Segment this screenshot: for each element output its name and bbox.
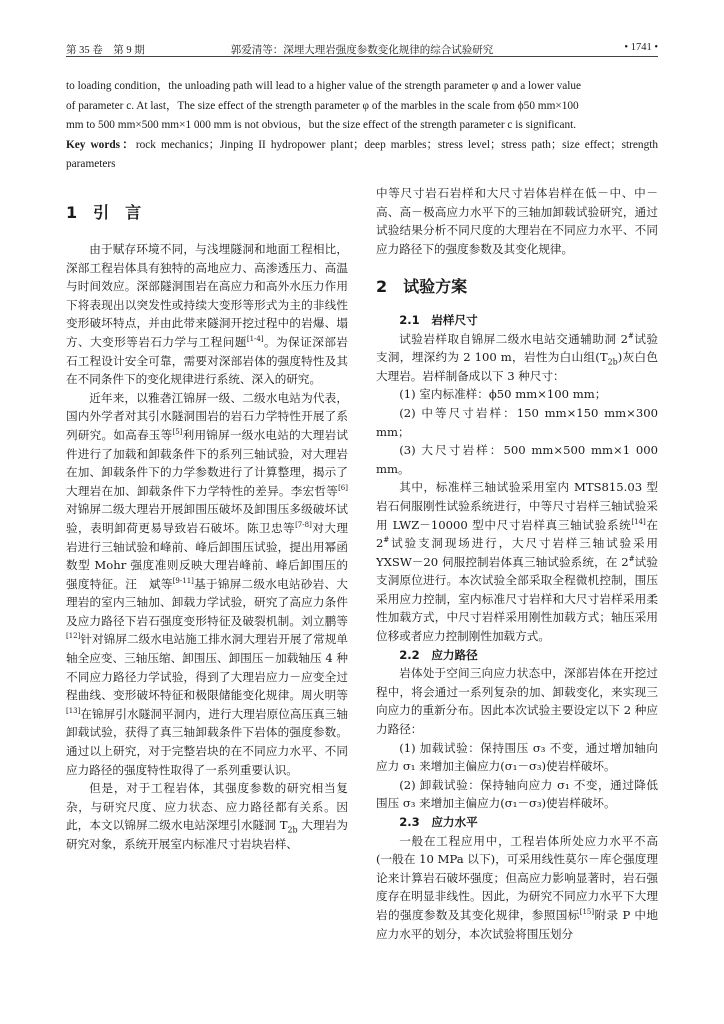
subsection-2-3-heading: 2.3 应力水平 [399, 815, 478, 829]
subsection-2-2-heading: 2.2 应力路径 [399, 647, 478, 662]
section-2-heading: 2 试验方案 [376, 277, 468, 297]
list-item: (2) 中等尺寸岩样：150 mm×150 mm×300 mm； [376, 405, 658, 439]
citation: [13] [66, 706, 81, 715]
paragraph: 岩体处于空间三向应力状态中，深部岩体在开挖过程中，将会通过一系列复杂的加、卸载变化，来实现三向应力的重新分布。因此本次试验主要设定以下 2 种应力路径： [376, 666, 658, 737]
paragraph: 一般在工程应用中，工程岩体所处应力水平不高(一般在 10 MPa 以下)，可采用线性莫尔－库仑强度理论来计算岩石破坏强度；但高应力影响显著时，岩石强度存在明显非线性。因此，为研究不同应力水平下大理岩的强度参数及其变化规律，参照国标[15]附录 P 中地应力水平的划分，本次试验将围压划分 [376, 833, 658, 941]
citation: [9-11] [172, 576, 194, 585]
section-1-heading: 1 引 言 [66, 203, 142, 222]
running-title: 郭爱清等：深埋大理岩强度参数变化规律的综合试验研究 [230, 45, 494, 56]
citation: [5] [172, 428, 183, 437]
paragraph: 近年来，以雅砻江锦屏一级、二级水电站为代表，国内外学者对其引水隧洞围岩的岩石力学特性开展了系列研究。如高春玉等[5]利用锦屏一级水电站的大理岩试件进行了加载和卸载条件下的系列三轴试验，对大理岩在加、卸载条件下的力学参数进行了计算整理，揭示了大理岩在加、卸载条件下力学特性的差异。李宏哲等[6]对锦屏二级大理岩开展卸围压破坏及卸围压多级破坏试验，表明卸荷更易导致岩石破坏。陈卫忠等[7-8]对大理岩进行三轴试验和峰前、峰后卸围压试验，提出用幂函数型 Mohr 强度准则反映大理岩峰前、峰后卸围压的强度特征。汪 斌等[9-11]基于锦屏二级水电站砂岩、大理岩的室内三轴加、卸载力学试验，研究了高应力条件及应力路径下岩石强度变形特征及破裂机制。刘立鹏等[12]针对锦屏二级水电站施工排水洞大理岩开展了常规单轴全应变、三轴压缩、卸围压、卸围压－加载轴压 4 种不同应力路径力学试验，得到了大理岩应力－应变全过程曲线、变形破坏特征和极限储能变化规律。周火明等[13]在锦屏引水隧洞平洞内，进行大理岩原位高压真三轴卸载试验，获得了真三轴卸载条件下岩体的强度参数。通过以上研究，对于完整岩块的在不同应力水平、不同应力路径的强度特性取得了一系列重要认识。 [66, 390, 348, 777]
citation: [12] [66, 632, 81, 641]
paragraph: 由于赋存环境不同，与浅埋隧洞和地面工程相比，深部工程岩体具有独特的高地应力、高渗透压力、高温与时间效应。深部隧洞围岩在高应力和高外水压力作用下将表现出以突发性或持续大变形等形式为主的非线性变形破坏特点，并由此带来隧洞开挖过程中的岩爆、塌方、大变形等岩石力学与工程问题[1-4]。为保证深部岩石工程设计安全可靠，需要对深部岩体的强度特性及其在不同条件下的变化规律进行系统、深入的研究。 [66, 242, 348, 387]
abstract-block [66, 77, 658, 175]
paragraph: 其中，标准样三轴试验采用室内 MTS815.03 型岩石伺服刚性试验系统进行，中等尺寸岩样三轴试验采用 LWZ－10000 型中尺寸岩样真三轴试验系统[14]在 2#试验支洞现场进行，大尺寸岩样三轴试验采用 YXSW－20 伺服控制岩体真三轴试验系统，在 2#试验支洞原位进行。本次试验全部采取全程微机控制，围压采用应力控制，室内标准尺寸岩样和大尺寸岩样采用柔性加载方式，中尺寸岩样采用刚性加载方式；轴压采用位移或者应力控制刚性加载方式。 [376, 480, 658, 644]
keywords [66, 136, 658, 175]
journal-volume: 第 35 卷 第 9 期 [66, 45, 145, 56]
left-column [66, 203, 348, 854]
right-column [376, 184, 658, 943]
citation: [7-8] [295, 521, 312, 530]
page-number: • 1741 • [624, 42, 658, 53]
abstract-line: to loading condition，the unloading path will lead to a higher value of the strength parameter φ and a lower value [66, 80, 582, 92]
subsection-2-1-heading: 2.1 岩样尺寸 [399, 312, 478, 327]
paragraph: 但是，对于工程岩体，其强度参数的研究相当复杂，与研究尺度、应力状态、应力路径都有关系。因此，本文以锦屏二级水电站深埋引水隧洞 $T_{2b}$ 大理岩为研究对象，系统开展室内标准尺寸岩块岩样、 [66, 781, 348, 851]
abstract-line: mm to 500 mm×500 mm×1 000 mm is not obvious，but the size effect of the strength parameter c is significant. [66, 119, 577, 131]
citation: [1-4] [246, 335, 264, 344]
list-item: (2) 卸载试验：保持轴向应力 σ₁ 不变，通过降低围压 σ₃ 来增加主偏应力(σ₁－σ₃)使岩样破坏。 [376, 777, 658, 811]
abstract-line: of parameter c. At last，The size effect of the strength parameter φ of the marbles in the scale from ϕ50 mm×100 [66, 99, 579, 112]
paragraph: 试验岩样取自锦屏二级水电站交通辅助洞 2#试验支洞，埋深约为 2 100 m，岩性为白山组$(T_{2b})$灰白色大理岩。岩样制备成以下 3 种尺寸： [376, 331, 658, 383]
keywords-text: rock mechanics；Jinping II hydropower plant；deep marbles；stress level；stress path；size effect；strength parameters [66, 138, 659, 170]
list-item: (1) 室内标准样：ϕ50 mm×100 mm； [399, 387, 607, 402]
list-item: (1) 加载试验：保持围压 σ₃ 不变，通过增加轴向应力 σ₁ 来增加主偏应力(σ₁－σ₃)使岩样破坏。 [376, 740, 658, 774]
keywords-label: Key words： [66, 138, 136, 151]
citation: [6] [338, 483, 348, 492]
list-item: (3) 大尺寸岩样：500 mm×500 mm×1 000 mm。 [376, 443, 658, 476]
running-header [66, 40, 658, 57]
paragraph-continued: 中等尺寸岩石岩样和大尺寸岩体岩样在低－中、中－高、高－极高应力水平下的三轴加卸载试验研究，通过试验结果分析不同尺度的大理岩在不同应力水平、不同应力路径下的强度参数及其变化规律。 [376, 186, 658, 256]
